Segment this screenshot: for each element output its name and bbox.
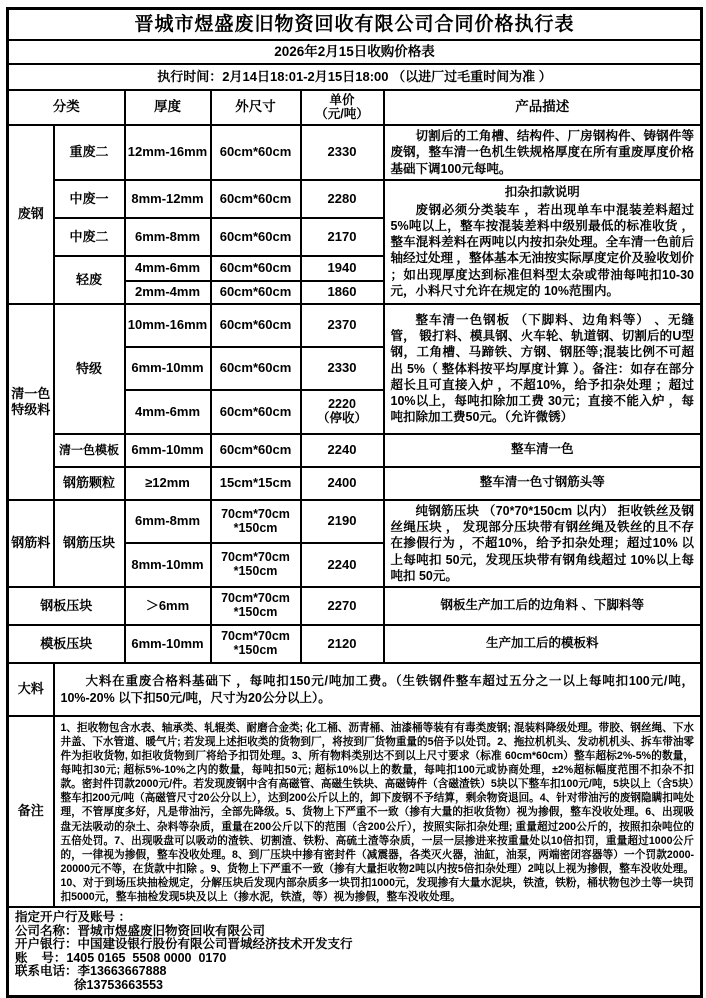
category-template-block: 模板压块 [8,625,125,663]
col-header-category: 分类 [8,90,125,125]
description-premium: 整车清一色钢板 （下脚料、边角料等） 、无缝管， 锻打料、模具钢、火车轮、轨道钢、切割后的U型钢，工角槽、马蹄铁、方钢、钢胚等;混装比例不可超出 5%（ 整体料按平均厚度计算 ）。备注：如存在部分超长且可直接入炉 ，不超10%，给予扣杂处理 ；超过10%以上，每吨扣除加工费 30元；直接不能入炉 ，每吨扣除加工费50元。（允许微锈） [384,304,702,434]
bank-heading: 指定开户行及账号 ： [15,910,131,925]
price-table [6,7,703,998]
description-granule: 整车清一色寸钢筋头等 [384,467,702,500]
cell-price: 2330 [301,125,384,180]
cell-price: 2170 [301,218,384,256]
category-premium: 清一色特级料 [8,304,54,500]
cell-size: 70cm*70cm *150cm [211,543,301,587]
subcategory-light-scrap: 轻废 [54,256,125,304]
col-header-size: 外尺寸 [211,90,301,125]
table-row [8,434,702,467]
price-document [6,7,700,998]
cell-size: 60cm*60cm [211,256,301,281]
cell-size: 60cm*60cm [211,125,301,180]
category-remarks: 备注 [8,716,54,907]
remarks-body: 1、拒收物包含水表、轴承类、轧辊类、耐磨合金类; 化工桶、沥青桶、油漆桶等装有有毒类废钢; 混装料降级处理。带胶、钢丝绳、下水井盖、下水管道、暖气片; 若发现上述拒收类的货物到厂，将按到厂货物重量的5倍予以处罚。2、拖拉机机头、发动机机头、拆车带油零件为拒收货物, 如拒收货物到厂将给予扣罚处理。3、所有物料类别达不到以上尺寸要求（标准 60cm*60cm）整车超标2%-5%的数量，每吨扣30元; 超标5%-10%之内的数量，每吨扣50元; 超标10%以上的数量，每吨扣100元或协商处理，±2%超标幅度范围不扣杂不扣款。密封件罚款2000元/件。若发现废钢中含有高磁管、高磁生铁块、高磁铸件（含磁渣铁）5块以下整车扣100元/吨，5块以上（含5块）整车扣200元/吨（高磁管尺寸20公分以上），达到200公斤以上的，卸下废钢不予结算，剩余物资退回。4、针对带油污的废钢隐瞒扣吨处理，不管厚度多好，凡是带油污，全部先降级。5、货物上下严重不一致（掺有大量的拒收货物）视为掺假，整车没收处理。6、出现吸盘无法吸动的杂土、杂料等杂质，重量在200公斤以下的范围（含200公斤），按照实际扣杂处理; 重量超过200公斤的，按照扣杂吨位的五倍处罚。7、出现吸盘可以吸动的渣铁、切割渣、铁粉、高硫土渣等杂质，一层一层掺进来按重量处以10倍扣罚，重量超过1000公斤的，一律视为掺假，整车没收处理。8、到厂压块中掺有密封件（减震器，各类灭火器，油缸，油泵，两端密闭容器等）一个罚款2000-20000元不等，在货款中扣除 。9、货物上下严重不一致（掺有大量拒收物2吨以内按5倍扣杂处理）2吨以上视为掺假，整车没收处理。10、对于到场压块抽检规定，分解压块后发现内部杂质多一块罚扣1000元，发现掺有大量水泥块，铁渣，铁粉，桶状物包沙土等一块罚扣5000元，整车抽检发现5块及以上（掺水泥，铁渣，等）视为掺假，整车没收处理。 [54,716,702,907]
table-row [8,625,702,663]
subcategory: 中废一 [54,180,125,218]
description-template-block: 生产加工后的模板料 [384,625,702,663]
description-heavy-scrap: 切割后的工角槽、结构件、厂房钢构件、铸钢件等废钢，整车清一色机生铁规格厚度在所有重废厚度价格基础下调100元每吨。 [384,125,702,180]
cell-size: 15cm*15cm [211,467,301,500]
exec-time-line: 执行时间：2月14日18:01-2月15日18:00 （以进厂过毛重时间为准 ） [8,64,702,90]
cell-thickness: 12mm-16mm [125,125,211,180]
category-plate-block: 钢板压块 [8,587,125,625]
cell-price-suspended: 2220 （停收） [301,390,384,434]
col-header-thickness: 厚度 [125,90,211,125]
table-row [8,125,702,180]
price-header-line1: 单价 [329,92,355,107]
description-template: 整车清一色 [384,434,702,467]
bank-name-line: 开户银行：中国建设银行股份有限公司晋城经济技术开发支行 [15,937,353,952]
description-plate-block: 钢板生产加工后的边角料 、下脚料等 [384,587,702,625]
cell-size: 60cm*60cm [211,281,301,304]
cell-thickness: 8mm-10mm [125,543,211,587]
cell-price: 2270 [301,587,384,625]
table-row [8,587,702,625]
cell-thickness: 10mm-16mm [125,304,211,347]
description-big-material: 大料在重废合格料基础下 ，每吨扣150元/吨加工费。（生铁钢件整车超过五分之一以上每吨扣100元/吨，10%-20% 以下扣50元/吨，尺寸为20公分以上）。 [54,663,702,716]
account-number-line: 账 号：1405 0165 5508 0000 0170 [15,950,227,965]
category-big-material: 大料 [8,663,54,716]
cell-price: 2370 [301,304,384,347]
cell-thickness: 4mm-6mm [125,256,211,281]
subcategory: 中废二 [54,218,125,256]
cell-thickness: ≥12mm [125,467,211,500]
cell-thickness: ＞6mm [125,587,211,625]
cell-price: 2120 [301,625,384,663]
cell-thickness: 4mm-6mm [125,390,211,434]
cell-size: 60cm*60cm [211,390,301,434]
page-title: 晋城市煜盛废旧物资回收有限公司合同价格执行表 [8,9,702,41]
table-row [8,500,702,544]
table-row [8,663,702,716]
phone-line-2: 徐13753663553 [15,977,164,992]
col-header-price [301,90,384,125]
cell-thickness: 6mm-10mm [125,347,211,390]
deduction-body: 废钢必须分类装车 ，若出现单车中混装差料超过 5%吨以上，整车按混装差料中级别最低的标准收货 ，整车混料差料在两吨以内按扣杂处理。全车清一色前后轴经过处理 ，整体基本无油按实际厚度定价及验收划价 ；如出现厚度达到标准但料型太杂或带油每吨扣10-30元，小料尺寸允许在规定的 10%范围内。 [390,202,695,298]
cell-size: 60cm*60cm [211,218,301,256]
subcategory: 重废二 [54,125,125,180]
category-scrap-steel: 废钢 [8,125,54,304]
cell-price: 2240 [301,434,384,467]
cell-thickness: 6mm-8mm [125,218,211,256]
table-row [8,40,702,64]
category-rebar: 钢筋料 [8,500,54,587]
cell-size: 60cm*60cm [211,304,301,347]
table-row [8,64,702,90]
cell-thickness: 6mm-10mm [125,625,211,663]
cell-price: 1940 [301,256,384,281]
date-line: 2026年2月15日收购价格表 [8,40,702,64]
table-row [8,304,702,347]
cell-price: 1860 [301,281,384,304]
cell-size: 70cm*70cm *150cm [211,625,301,663]
cell-size: 60cm*60cm [211,180,301,218]
table-row [8,180,702,218]
cell-price: 2190 [301,500,384,544]
cell-thickness: 6mm-8mm [125,500,211,544]
cell-price: 2280 [301,180,384,218]
cell-price: 2240 [301,543,384,587]
cell-size: 60cm*60cm [211,347,301,390]
cell-thickness: 6mm-10mm [125,434,211,467]
cell-size: 70cm*70cm *150cm [211,500,301,544]
price-header-line2: （元/吨） [315,106,369,121]
header-row [8,90,702,125]
cell-size: 60cm*60cm [211,434,301,467]
subcategory-rebar-block: 钢筋压块 [54,500,125,587]
bank-account-block [8,907,702,997]
table-row [8,716,702,907]
subcategory-special: 特级 [54,304,125,434]
subcategory-granule: 钢筋颗粒 [54,467,125,500]
deduction-title: 扣杂扣款说明 [504,185,580,200]
cell-size: 70cm*70cm *150cm [211,587,301,625]
table-row [8,9,702,41]
subcategory-template: 清一色模板 [54,434,125,467]
description-deduction [384,180,702,304]
table-row [8,907,702,997]
table-row [8,467,702,500]
cell-thickness: 8mm-12mm [125,180,211,218]
cell-price: 2330 [301,347,384,390]
cell-price: 2400 [301,467,384,500]
company-name-line: 公司名称：晋城市煜盛废旧物资回收有限公司 [15,923,266,938]
description-rebar: 纯钢筋压块 （70*70*150cm 以内） 拒收铁丝及钢丝绳压块 ， 发现部分压块带有钢丝绳及铁丝的且不存在掺假行为 ，不超10%，给予扣杂处理；超过10% 以上每吨扣 50元，发现压块带有钢角线超过 10%以上每吨扣 50元。 [384,500,702,587]
cell-thickness: 2mm-4mm [125,281,211,304]
col-header-description: 产品描述 [384,90,702,125]
phone-line-1: 联系电话：李13663667888 [15,964,167,979]
